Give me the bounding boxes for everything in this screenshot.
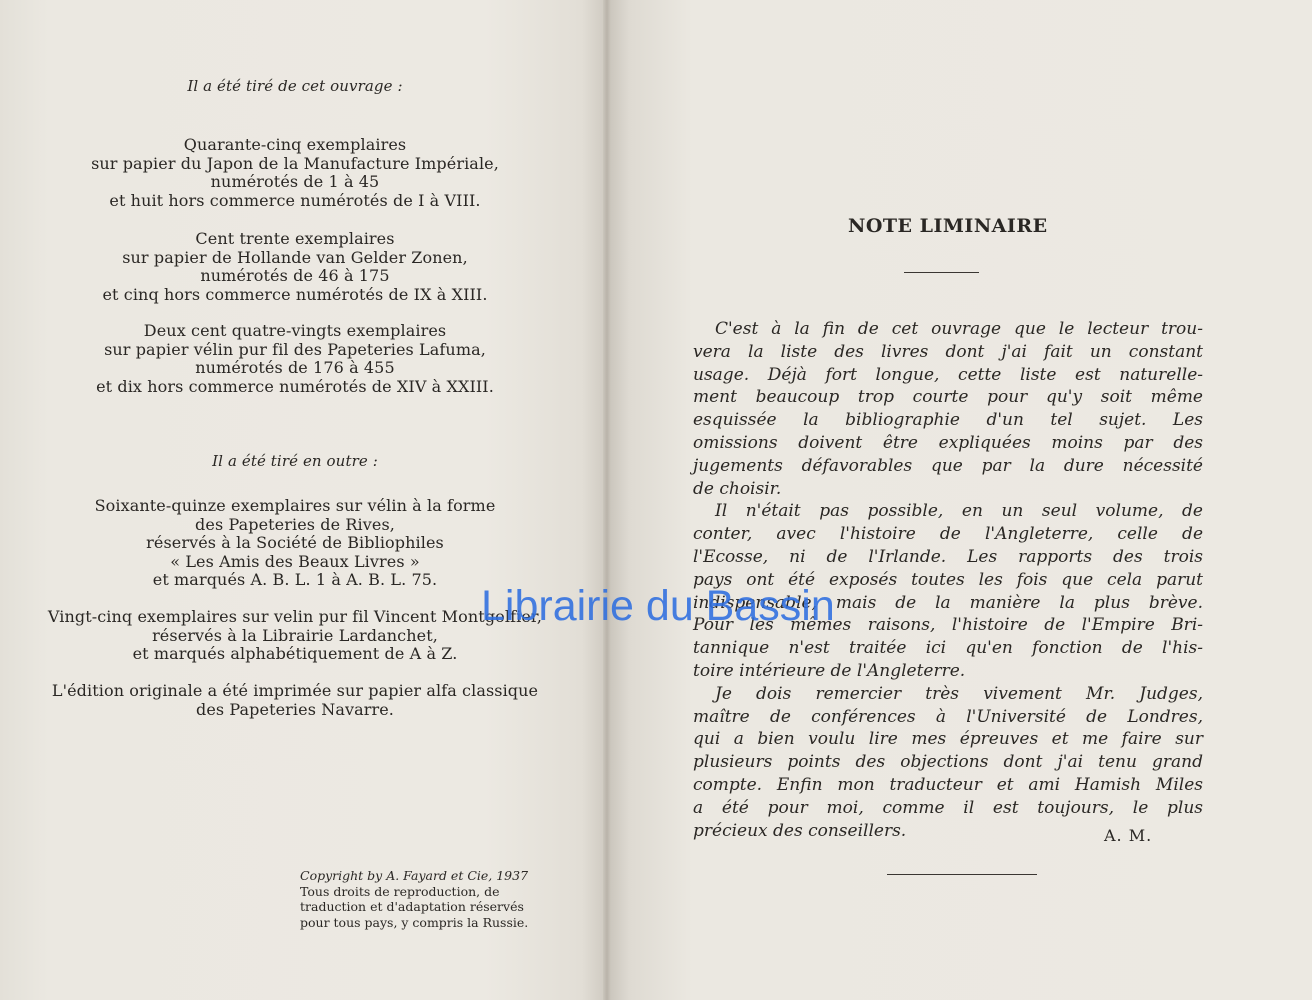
edition-line: sur papier de Hollande van Gelder Zonen, (122, 247, 468, 267)
edition-line: numérotés de 46 à 175 (200, 266, 390, 285)
body-line: compte. Enfin mon traducteur et ami Hamish Miles (693, 774, 1203, 795)
copyright-line: Copyright by A. Fayard et Cie, 1937 (300, 868, 529, 883)
edition-block-originale (0, 682, 590, 719)
body-line: vera la liste des livres dont j'ai fait un constant (693, 341, 1203, 362)
body-line: précieux des conseillers. (693, 820, 907, 841)
additional-heading: Il a été tiré en outre : (212, 452, 378, 470)
edition-line: Cent trente exemplaires (195, 229, 395, 248)
edition-line: et marqués alphabétiquement de A à Z. (132, 644, 458, 663)
edition-line: Vingt-cinq exemplaires sur velin pur fil Vincent Montgolfier, (47, 607, 543, 626)
edition-line: des Papeteries de Rives, (195, 514, 395, 534)
edition-line: « Les Amis des Beaux Livres » (170, 551, 420, 571)
body-line: pays ont été exposés toutes les fois que cela parut (693, 569, 1203, 590)
note-body (693, 318, 1203, 842)
body-line: esquissée la bibliographie d'un tel sujet. Les (693, 410, 1203, 431)
edition-line: sur papier du Japon de la Manufacture Impériale, (91, 153, 499, 173)
copyright-line: Tous droits de reproduction, de (300, 883, 500, 899)
body-line: omissions doivent être expliquées moins par des (693, 432, 1203, 453)
body-line: Je dois remercier très vivement Mr. Judges, (715, 683, 1203, 704)
edition-line: Soixante-quinze exemplaires sur vélin à la forme (94, 496, 496, 515)
body-line: C'est à la fin de cet ouvrage que le lecteur trou- (715, 319, 1203, 339)
edition-line: sur papier vélin pur fil des Papeteries Lafuma, (104, 339, 486, 359)
edition-line: réservés à la Librairie Lardanchet, (152, 625, 438, 645)
book-gutter (603, 0, 611, 1000)
body-line: indispensable, mais de la manière la plus brève. (693, 592, 1203, 613)
body-line: toire intérieure de l'Angleterre. (693, 660, 966, 681)
copyright-line: traduction et d'adaptation réservés (300, 899, 524, 914)
body-line: de choisir. (693, 478, 782, 499)
edition-block-japon (0, 136, 590, 210)
body-line: qui a bien voulu lire mes épreuves et me faire sur (693, 729, 1203, 750)
edition-line: Quarante-cinq exemplaires (183, 135, 407, 154)
edition-line: numérotés de 1 à 45 (210, 172, 380, 191)
edition-block-lafuma (0, 322, 590, 396)
body-line: jugements défavorables que par la dure nécessité (693, 455, 1203, 476)
edition-block-hollande (0, 230, 590, 304)
body-line: l'Ecosse, ni de l'Irlande. Les rapports des trois (693, 546, 1203, 567)
edition-line: et huit hors commerce numérotés de I à VIII. (109, 190, 481, 210)
page-title: NOTE LIMINAIRE (848, 215, 1048, 237)
body-line: Pour les mêmes raisons, l'histoire de l'Empire Bri- (693, 615, 1203, 636)
divider (904, 272, 979, 273)
edition-block-rives (0, 497, 590, 590)
body-line: tannique n'est traitée ici qu'en fonction de l'his- (693, 638, 1203, 659)
author-signature: A. M. (1104, 826, 1153, 845)
body-line: Il n'était pas possible, en un seul volume, de (715, 501, 1203, 522)
edition-line: et dix hors commerce numérotés de XIV à XXIII. (96, 376, 494, 396)
edition-line: réservés à la Société de Bibliophiles (146, 533, 444, 552)
body-line: maître de conférences à l'Université de Londres, (693, 706, 1203, 727)
body-line: a été pour moi, comme il est toujours, le plus (693, 797, 1203, 818)
watermark: Librairie du Bassin (481, 582, 835, 630)
copyright-line: pour tous pays, y compris la Russie. (300, 914, 529, 930)
edition-line: et cinq hors commerce numérotés de IX à XIII. (102, 284, 488, 304)
body-line: plusieurs points des objections dont j'ai tenu grand (693, 752, 1203, 773)
edition-line: numérotés de 176 à 455 (195, 358, 395, 377)
edition-line: des Papeteries Navarre. (195, 699, 394, 719)
divider (887, 874, 1037, 875)
copyright-notice (300, 868, 560, 930)
body-line: conter, avec l'histoire de l'Angleterre, celle de (693, 524, 1203, 545)
body-line: usage. Déjà fort longue, cette liste est naturelle- (693, 364, 1203, 385)
edition-line: et marqués A. B. L. 1 à A. B. L. 75. (152, 570, 438, 589)
limitation-heading: Il a été tiré de cet ouvrage : (187, 77, 403, 95)
edition-line: Deux cent quatre-vingts exemplaires (143, 321, 447, 340)
body-line: ment beaucoup trop courte pour qu'y soit même (693, 387, 1203, 408)
edition-line: L'édition originale a été imprimée sur papier alfa classique (51, 681, 539, 700)
